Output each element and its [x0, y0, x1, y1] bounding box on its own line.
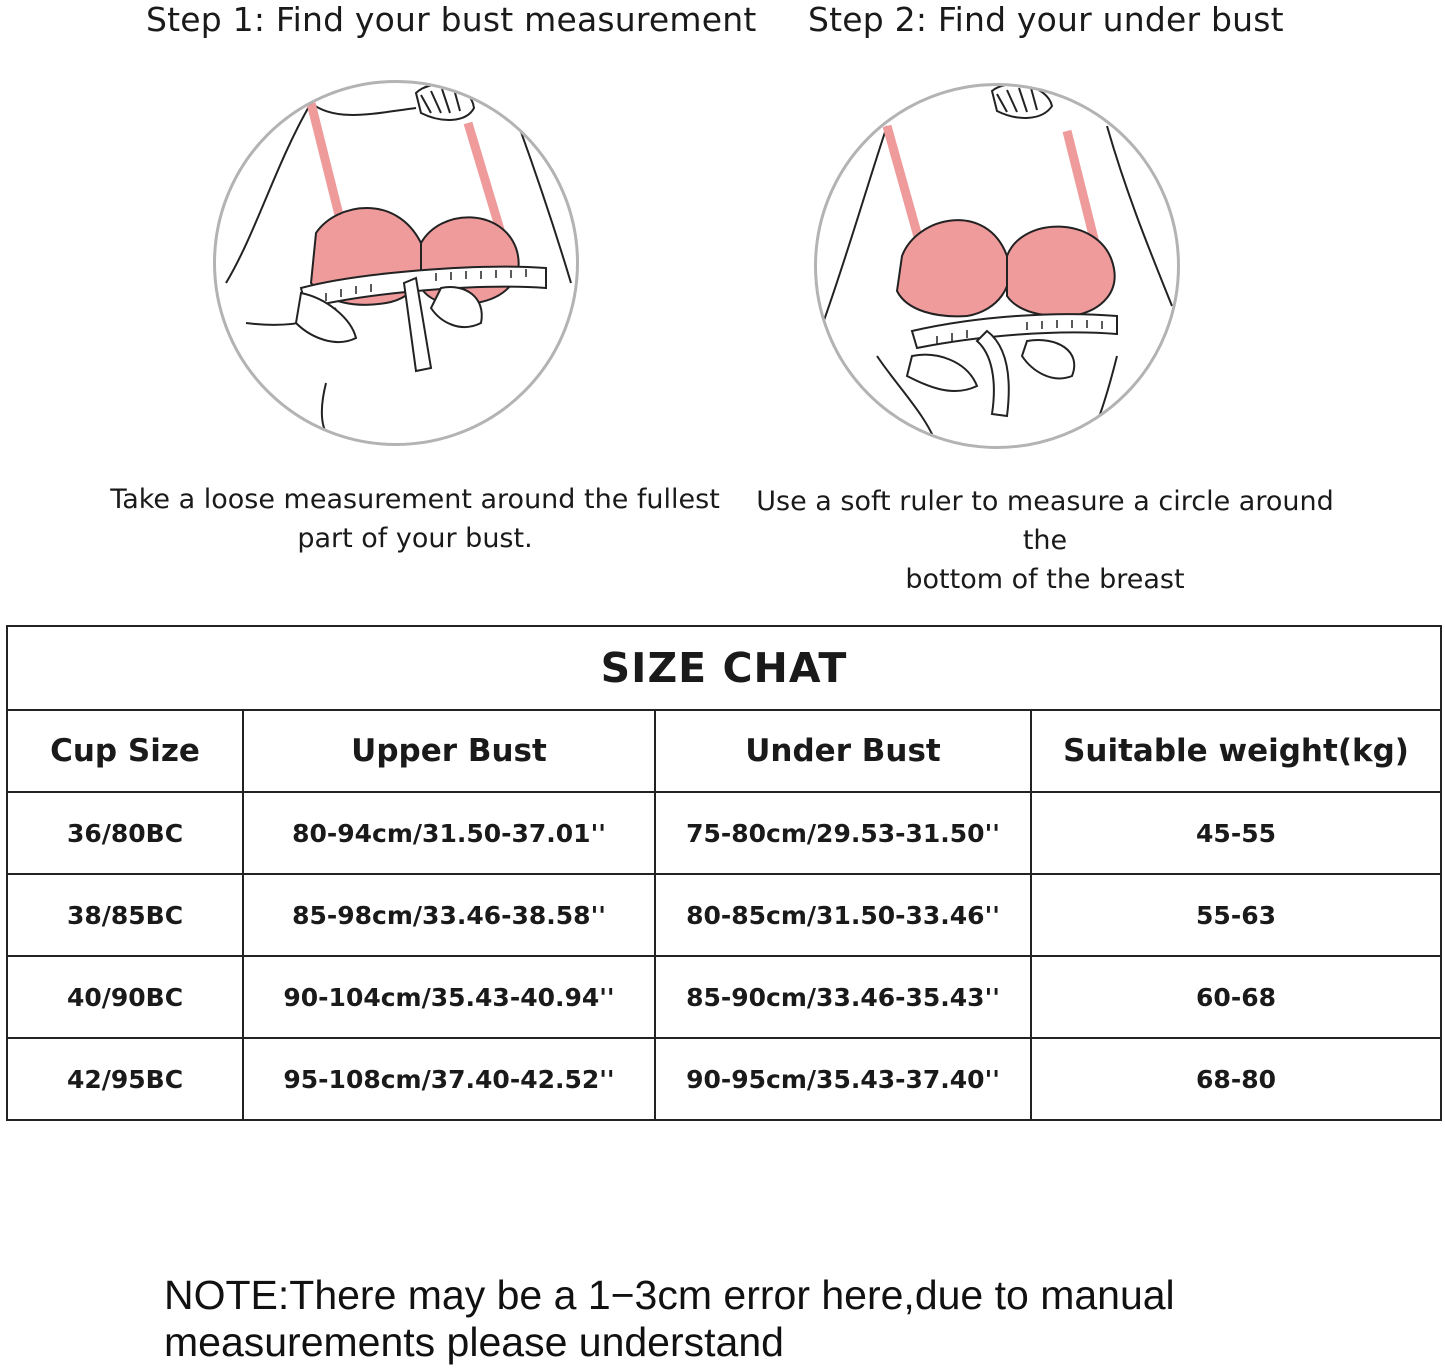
cell-cup-size: 42/95BC: [7, 1038, 243, 1120]
under-bust-measurement-illustration: [814, 83, 1180, 449]
size-chart-title: SIZE CHAT: [7, 626, 1441, 710]
step-2-caption: [740, 482, 1350, 599]
note-line-1: NOTE:There may be a 1−3cm error here,due to manual: [164, 1272, 1175, 1318]
table-row: [7, 874, 1441, 956]
table-row: [7, 956, 1441, 1038]
step-1-title: Step 1: Find your bust measurement: [146, 0, 757, 39]
cell-cup-size: 38/85BC: [7, 874, 243, 956]
cell-cup-size: 36/80BC: [7, 792, 243, 874]
header-suitable-weight: Suitable weight(kg): [1031, 710, 1441, 792]
header-cup-size: Cup Size: [7, 710, 243, 792]
measurement-note: [164, 1272, 1364, 1366]
table-row: [7, 1038, 1441, 1120]
under-bust-measure-icon: [817, 86, 1177, 446]
note-line-2: measurements please understand: [164, 1319, 784, 1365]
table-row: [7, 792, 1441, 874]
step-2-caption-line-2: bottom of the breast: [905, 564, 1185, 595]
header-upper-bust: Upper Bust: [243, 710, 655, 792]
cell-weight: 68-80: [1031, 1038, 1441, 1120]
header-under-bust: Under Bust: [655, 710, 1031, 792]
step-1-caption-line-1: Take a loose measurement around the fullest: [110, 484, 720, 515]
cell-upper-bust: 95-108cm/37.40-42.52'': [243, 1038, 655, 1120]
size-chart-table: [6, 625, 1442, 1121]
cell-upper-bust: 80-94cm/31.50-37.01'': [243, 792, 655, 874]
cell-weight: 45-55: [1031, 792, 1441, 874]
cell-cup-size: 40/90BC: [7, 956, 243, 1038]
cell-upper-bust: 90-104cm/35.43-40.94'': [243, 956, 655, 1038]
cell-under-bust: 75-80cm/29.53-31.50'': [655, 792, 1031, 874]
step-1-caption: [110, 480, 720, 558]
step-2-title: Step 2: Find your under bust: [808, 0, 1284, 39]
cell-upper-bust: 85-98cm/33.46-38.58'': [243, 874, 655, 956]
bust-measurement-illustration: [213, 80, 579, 446]
cell-under-bust: 80-85cm/31.50-33.46'': [655, 874, 1031, 956]
step-1-caption-line-2: part of your bust.: [297, 523, 533, 554]
cell-weight: 60-68: [1031, 956, 1441, 1038]
size-chart-header-row: [7, 710, 1441, 792]
cell-under-bust: 85-90cm/33.46-35.43'': [655, 956, 1031, 1038]
step-2-caption-line-1: Use a soft ruler to measure a circle around the: [756, 486, 1334, 556]
cell-weight: 55-63: [1031, 874, 1441, 956]
cell-under-bust: 90-95cm/35.43-37.40'': [655, 1038, 1031, 1120]
size-chart-title-row: [7, 626, 1441, 710]
bust-measure-icon: [216, 83, 576, 443]
